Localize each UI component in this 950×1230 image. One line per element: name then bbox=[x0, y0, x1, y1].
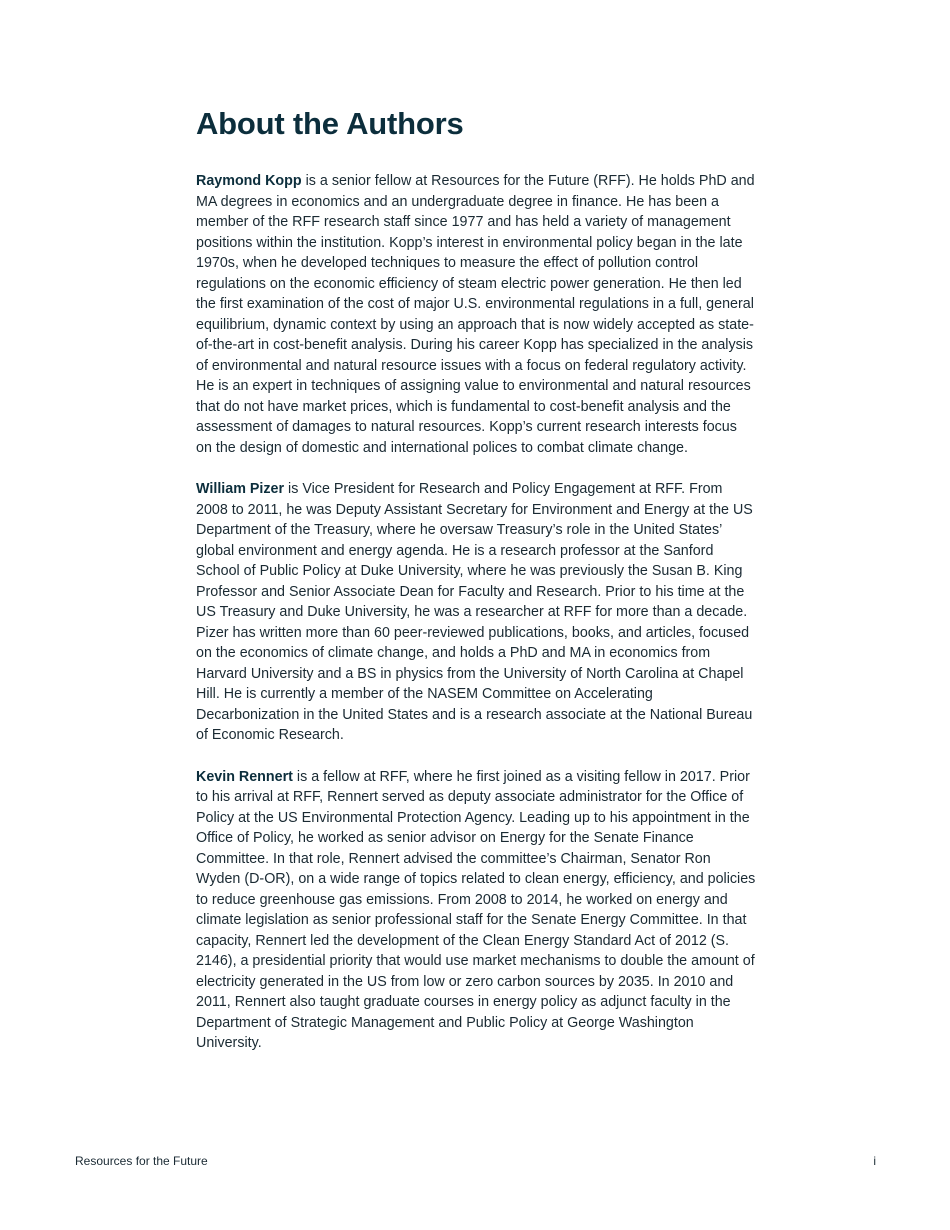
author-bio-text: is a fellow at RFF, where he first joined as a visiting fellow in 2017. Prior to his arrival at RFF, Rennert served as deputy associate administrator for the Office of Policy at the US Environmental Protection Agency. Leading up to his appointment in the Office of Policy, he worked as senior advisor on Energy for the Senate Finance Committee. In that role, Rennert advised the committee’s Chairman, Senator Ron Wyden (D-OR), on a wide range of topics related to clean energy, efficiency, and policies to reduce greenhouse gas emissions. From 2008 to 2014, he worked on energy and climate legislation as senior professional staff for the Senate Energy Committee. In that capacity, Rennert led the development of the Clean Energy Standard Act of 2012 (S. 2146), a presidential priority that would use market mechanisms to double the amount of electricity generated in the US from low or zero carbon sources by 2035. In 2010 and 2011, Rennert also taught graduate courses in energy policy as adjunct faculty in the Department of Strategic Management and Public Policy at George Washington University. bbox=[196, 768, 756, 1051]
author-name: William Pizer bbox=[196, 481, 285, 497]
page-title: About the Authors bbox=[196, 106, 464, 141]
author-bios bbox=[196, 171, 756, 1075]
author-bio-text: is Vice President for Research and Policy Engagement at RFF. From 2008 to 2011, he was Deputy Assistant Secretary for Environment and Energy at the US Department of the Treasury, where he oversaw Treasury’s role in the United States’ global environment and energy agenda. He is a research professor at the Sanford School of Public Policy at Duke University, where he was previously the Susan B. King Professor and Senior Associate Dean for Faculty and Research. Prior to his time at the US Treasury and Duke University, he was a researcher at RFF for more than a decade. Pizer has written more than 60 peer-reviewed publications, books, and articles, focused on the economics of climate change, and holds a PhD and MA in economics from Harvard University and a BS in physics from the University of North Carolina at Chapel Hill. He is currently a member of the NASEM Committee on Accelerating Decarbonization in the United States and is a research associate at the National Bureau of Economic Research. bbox=[196, 481, 753, 743]
author-bio-text: is a senior fellow at Resources for the Future (RFF). He holds PhD and MA degrees in economics and an undergraduate degree in finance. He has been a member of the RFF research staff since 1977 and has held a variety of management positions within the institution. Kopp’s interest in environmental policy began in the late 1970s, when he developed techniques to measure the effect of pollution control regulations on the economic efficiency of steam electric power generation. He then led the first examination of the cost of major U.S. environmental regulations in a full, general equilibrium, dynamic context by using an approach that is now widely accepted as state-of-the-art in cost-benefit analysis. During his career Kopp has specialized in the analysis of environmental and natural resource issues with a focus on federal regulatory activity. He is an expert in techniques of assigning value to environmental and natural resources that do not have market prices, which is fundamental to cost-benefit analysis and the assessment of damages to natural resources. Kopp’s current research interests focus on the design of domestic and international polices to combat climate change. bbox=[196, 173, 755, 456]
author-bio-pizer bbox=[196, 479, 756, 746]
footer-page-number: i bbox=[873, 1154, 876, 1168]
author-name: Raymond Kopp bbox=[196, 173, 302, 189]
author-bio-rennert bbox=[196, 767, 756, 1054]
author-bio-kopp bbox=[196, 171, 756, 458]
footer-publisher: Resources for the Future bbox=[75, 1154, 208, 1168]
author-name: Kevin Rennert bbox=[196, 768, 293, 785]
